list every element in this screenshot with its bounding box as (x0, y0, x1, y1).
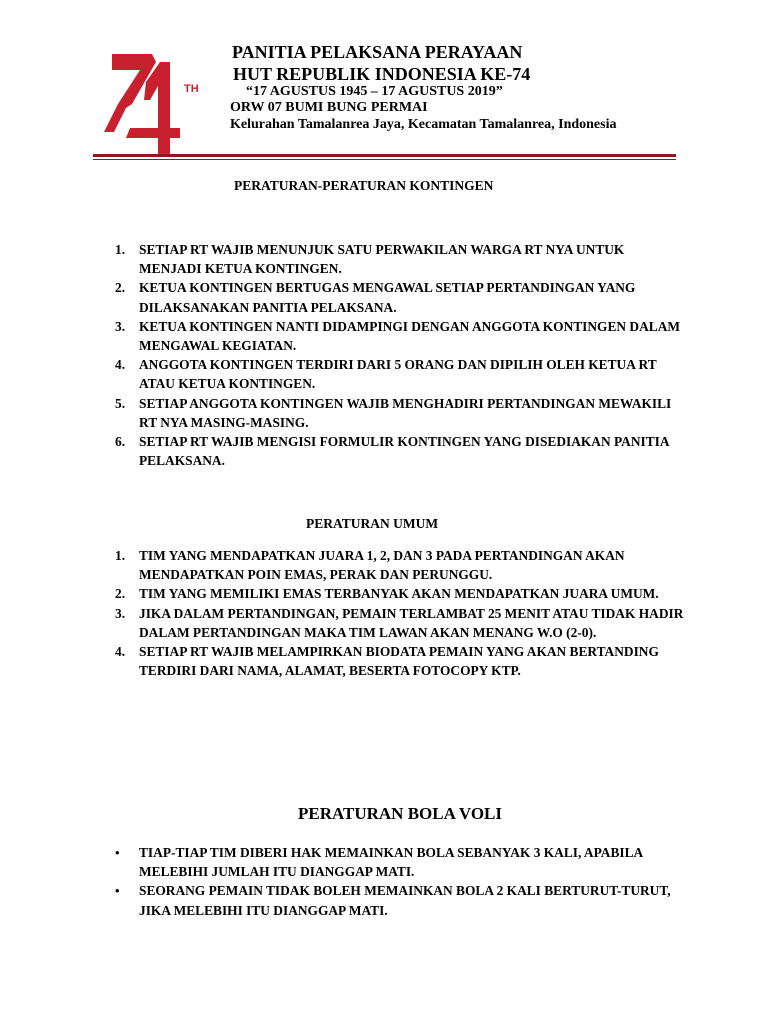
header-line-1: PANITIA PELAKSANA PERAYAAN (232, 42, 523, 62)
item-text: JIKA DALAM PERTANDINGAN, PEMAIN TERLAMBAT 25 MENIT ATAU TIDAK HADIR DALAM PERTANDINGAN MAKA TIM LAWAN AKAN MENANG W.O (2-0). (139, 605, 684, 640)
item-text: KETUA KONTINGEN BERTUGAS MENGAWAL SETIAP PERTANDINGAN YANG DILAKSANAKAN PANITIA PELAKSANA. (139, 280, 636, 315)
item-number: 4. (115, 644, 126, 660)
list-item (115, 584, 685, 603)
bullet-icon: • (115, 883, 120, 899)
item-text: ANGGOTA KONTINGEN TERDIRI DARI 5 ORANG DAN DIPILIH OLEH KETUA RT ATAU KETUA KONTINGEN. (139, 357, 657, 392)
umum-rules-list (115, 546, 685, 680)
item-number: 5. (115, 395, 126, 411)
header-line-2: HUT REPUBLIK INDONESIA KE-74 (233, 64, 531, 84)
list-item (115, 394, 685, 432)
item-number: 1. (115, 548, 126, 563)
item-number: 2. (115, 586, 126, 602)
item-number: 2. (115, 280, 126, 296)
list-item (115, 881, 675, 919)
bullet-icon: • (115, 845, 120, 860)
header-dates: “17 AGUSTUS 1945 – 17 AGUSTUS 2019” (246, 84, 503, 99)
list-item (115, 546, 685, 584)
hut-ri-74-logo (100, 48, 212, 158)
item-text: SETIAP ANGGOTA KONTINGEN WAJIB MENGHADIRI PERTANDINGAN MEWAKILI RT NYA MASING-MASING. (139, 395, 672, 430)
list-item (115, 604, 685, 642)
list-item (115, 317, 685, 355)
item-number: 6. (115, 434, 126, 450)
item-text: TIM YANG MENDAPATKAN JUARA 1, 2, DAN 3 PADA PERTANDINGAN AKAN MENDAPATKAN POIN EMAS, PERAK DAN PERUNGGU. (139, 548, 625, 583)
header-address: Kelurahan Tamalanrea Jaya, Kecamatan Tamalanrea, Indonesia (230, 117, 617, 132)
logo-74-graphic (100, 48, 212, 158)
logo-suffix: TH (184, 83, 199, 95)
section-title-bola-voli: PERATURAN BOLA VOLI (298, 804, 503, 823)
header-organization: ORW 07 BUMI BUNG PERMAI (230, 100, 428, 115)
item-text: KETUA KONTINGEN NANTI DIDAMPINGI DENGAN ANGGOTA KONTINGEN DALAM MENGAWAL KEGIATAN. (139, 318, 681, 354)
section-title-umum: PERATURAN UMUM (306, 516, 439, 531)
header-divider-thin (93, 159, 676, 160)
list-item (115, 278, 685, 316)
list-item (115, 843, 675, 881)
list-item (115, 355, 685, 393)
item-number: 3. (115, 605, 126, 621)
item-text: SETIAP RT WAJIB MELAMPIRKAN BIODATA PEMAIN YANG AKAN BERTANDING TERDIRI DARI NAMA, ALAMAT, BESERTA FOTOCOPY KTP. (139, 644, 659, 679)
bola-voli-rules-list (115, 843, 675, 920)
item-text: TIM YANG MEMILIKI EMAS TERBANYAK AKAN MENDAPATKAN JUARA UMUM. (139, 586, 659, 602)
list-item (115, 240, 685, 278)
section-title-kontingen: PERATURAN-PERATURAN KONTINGEN (234, 178, 494, 193)
item-number: 3. (115, 318, 126, 334)
list-item (115, 432, 685, 470)
header-divider-thick (93, 154, 676, 157)
item-text: TIAP-TIAP TIM DIBERI HAK MEMAINKAN BOLA SEBANYAK 3 KALI, APABILA MELEBIHI JUMLAH ITU DIANGGAP MATI. (139, 845, 643, 880)
list-item (115, 642, 685, 680)
item-text: SETIAP RT WAJIB MENUNJUK SATU PERWAKILAN WARGA RT NYA UNTUK MENJADI KETUA KONTINGEN. (139, 242, 625, 277)
kontingen-rules-list (115, 240, 685, 470)
item-number: 1. (115, 242, 126, 257)
item-number: 4. (115, 357, 126, 373)
item-text: SEORANG PEMAIN TIDAK BOLEH MEMAINKAN BOLA 2 KALI BERTURUT-TURUT, JIKA MELEBIHI ITU DIANGGAP MATI. (139, 883, 671, 918)
item-text: SETIAP RT WAJIB MENGISI FORMULIR KONTINGEN YANG DISEDIAKAN PANITIA PELAKSANA. (139, 434, 669, 469)
